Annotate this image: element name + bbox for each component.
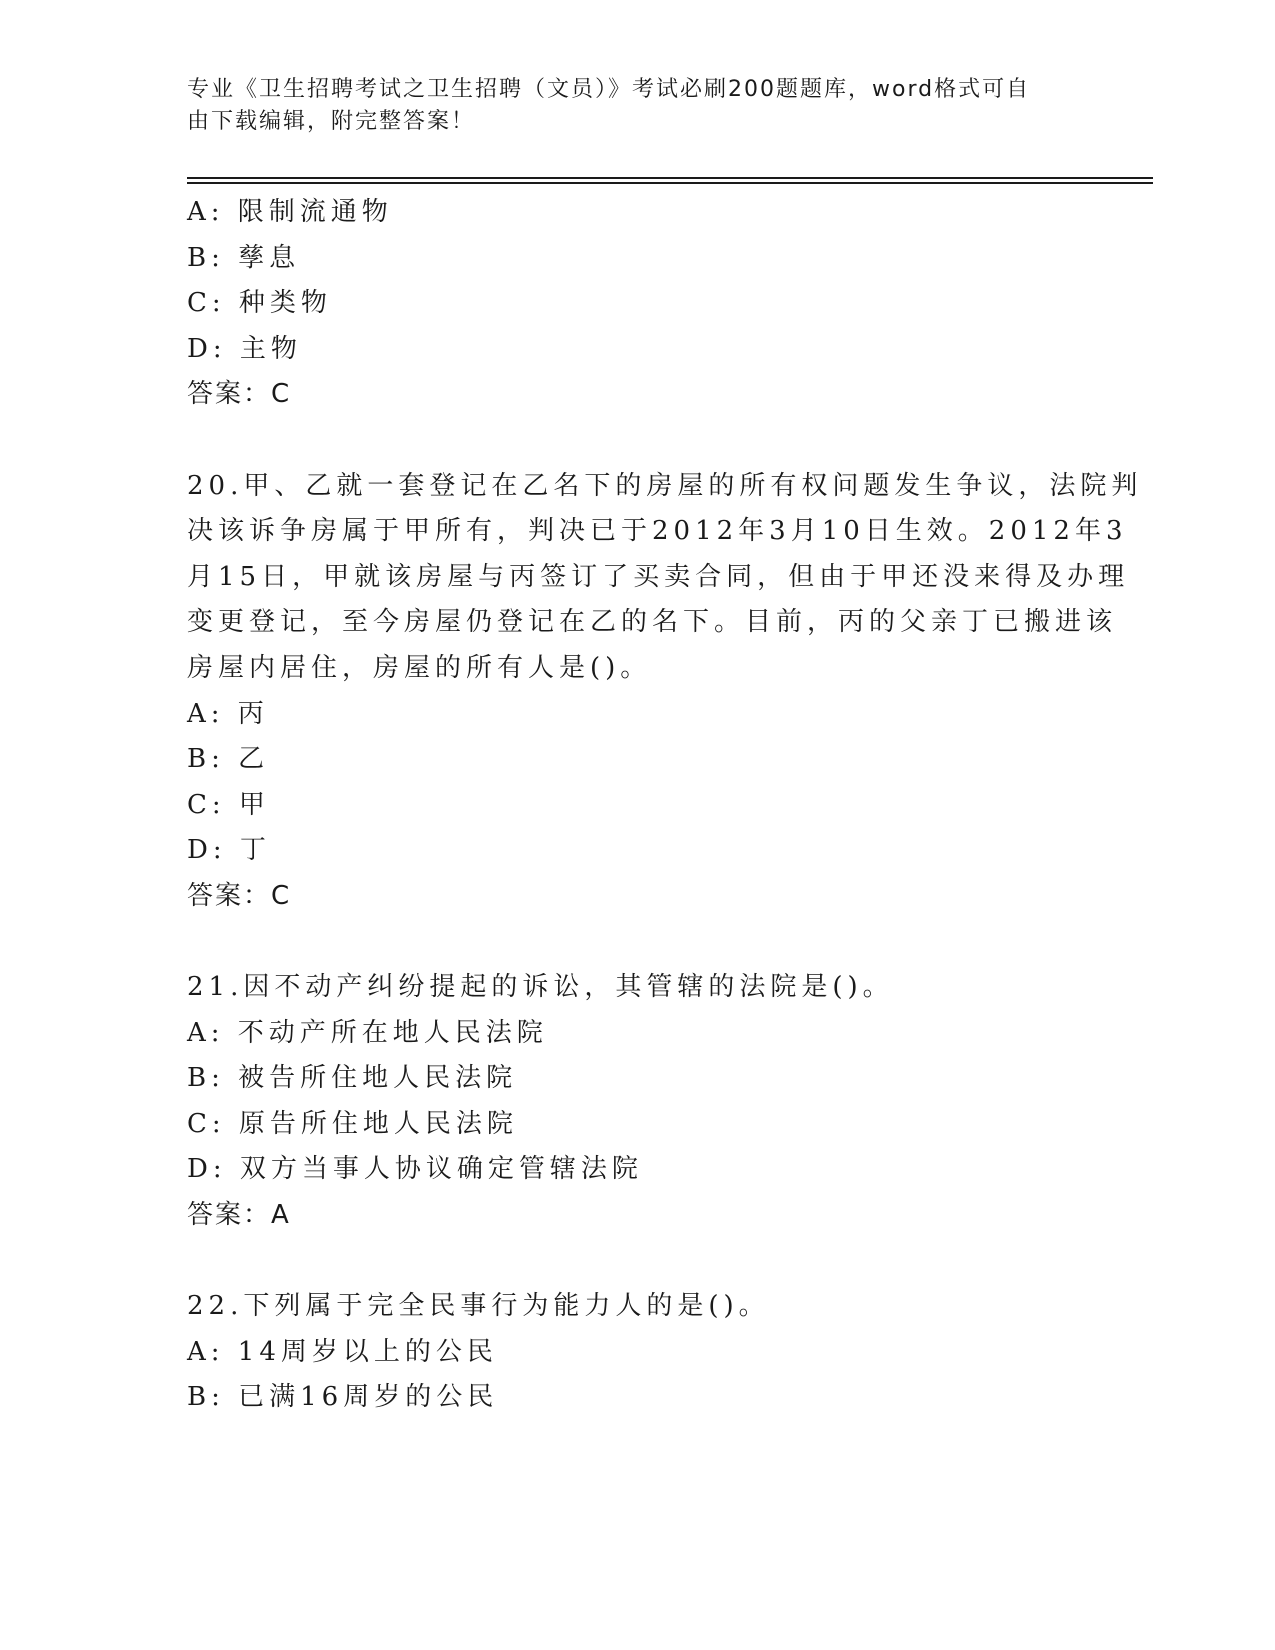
option-d: D: 双方当事人协议确定管辖法院 — [187, 1154, 643, 1185]
option-b: B: 乙 — [187, 744, 270, 775]
question-text-line: 22.下列属于完全民事行为能力人的是()。 — [187, 1291, 770, 1322]
option-a: A: 丙 — [187, 698, 269, 729]
option-c: C: 甲 — [187, 789, 270, 820]
spacer — [187, 1239, 1087, 1285]
option-a: A: 不动产所在地人民法院 — [187, 1017, 548, 1048]
option-d: D: 主物 — [187, 333, 302, 364]
answer: 答案：A — [187, 1200, 291, 1231]
answer: 答案：C — [187, 880, 292, 911]
option-a: A: 限制流通物 — [187, 197, 393, 227]
header-rule-bottom — [187, 182, 1153, 184]
document-body — [187, 190, 1143, 1421]
option-d: D: 丁 — [187, 835, 271, 866]
option-b: B: 孳息 — [187, 242, 301, 273]
document-header — [187, 74, 1067, 138]
question-text-line: 房屋内居住，房屋的所有人是()。 — [187, 652, 652, 683]
question-text-line: 21.因不动产纠纷提起的诉讼，其管辖的法院是()。 — [187, 972, 894, 1003]
spacer — [187, 418, 1087, 464]
question-20 — [187, 464, 1143, 920]
option-a: A: 14周岁以上的公民 — [187, 1336, 498, 1367]
question-text-line: 决该诉争房属于甲所有，判决已于2012年3月10日生效。2012年3 — [187, 516, 1128, 547]
header-line-1: 专业《卫生招聘考试之卫生招聘（文员）》考试必刷200题题库，word格式可自 — [187, 77, 1031, 102]
question-text-line: 月15日，甲就该房屋与丙签订了买卖合同，但由于甲还没来得及办理 — [187, 561, 1130, 592]
answer: 答案：C — [187, 379, 292, 410]
question-21 — [187, 965, 1087, 1239]
question-text-line: 变更登记，至今房屋仍登记在乙的名下。目前，丙的父亲丁已搬进该 — [187, 607, 1118, 638]
question-text-line: 20.甲、乙就一套登记在乙名下的房屋的所有权问题发生争议，法院判 — [187, 470, 1143, 501]
spacer — [187, 920, 1087, 966]
question-22 — [187, 1284, 1087, 1421]
option-c: C: 原告所住地人民法院 — [187, 1108, 518, 1139]
header-line-2: 由下载编辑，附完整答案！ — [187, 109, 476, 134]
option-b: B: 已满16周岁的公民 — [187, 1382, 499, 1413]
question-19-tail — [187, 190, 1087, 418]
option-b: B: 被告所住地人民法院 — [187, 1063, 518, 1094]
header-rule-top — [187, 177, 1153, 179]
option-c: C: 种类物 — [187, 288, 332, 319]
